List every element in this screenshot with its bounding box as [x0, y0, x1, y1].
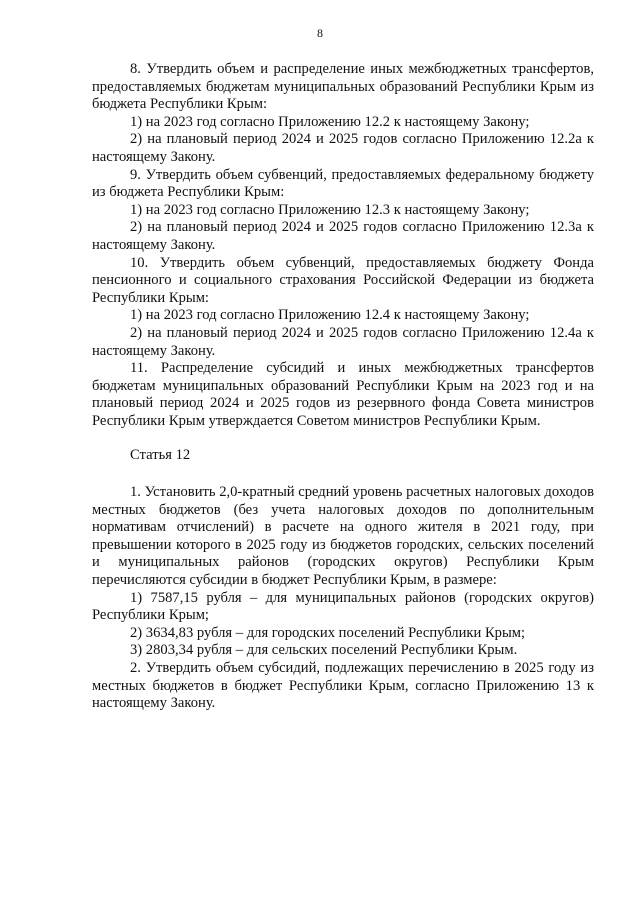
list-item: 2) на плановый период 2024 и 2025 годов согласно Приложению 12.4а к настоящему Закону.	[92, 324, 594, 359]
paragraph-10: 10. Утвердить объем субвенций, предоставляемых бюджету Фонда пенсионного и социального страхования Российской Федерации из бюджета Республики Крым:	[92, 254, 594, 306]
list-item: 3) 2803,34 рубля – для сельских поселений Республики Крым.	[130, 642, 518, 659]
document-body	[92, 61, 594, 713]
paragraph-9: 9. Утвердить объем субвенций, предоставляемых федеральному бюджету из бюджета Республики Крым:	[92, 166, 594, 201]
article-12-paragraph-2: 2. Утвердить объем субсидий, подлежащих перечислению в 2025 году из местных бюджетов в бюджет Республики Крым, согласно Приложению 13 к настоящему Закону.	[92, 660, 594, 712]
list-item: 1) на 2023 год согласно Приложению 12.4 к настоящему Закону;	[130, 307, 530, 324]
list-item: 2) 3634,83 рубля – для городских поселений Республики Крым;	[130, 624, 526, 641]
list-item: 2) на плановый период 2024 и 2025 годов согласно Приложению 12.3а к настоящему Закону.	[92, 219, 594, 253]
list-item: 2) на плановый период 2024 и 2025 годов согласно Приложению 12.2а к настоящему Закону.	[92, 131, 594, 165]
page-number: 8	[317, 26, 323, 40]
article-heading: Статья 12	[130, 447, 191, 464]
spacer	[92, 465, 594, 484]
article-12-paragraph-1: 1. Установить 2,0-кратный средний уровень расчетных налоговых доходов местных бюджетов (без учета налоговых доходов по дополнительным нормативам отчислений) в расчете на одного жителя в 2021 году, при превышении которого в 2025 году из бюджетов городских, сельских поселений и муниципальных районов (городских округов) Республики Крым перечисляются субсидии в бюджет Республики Крым, в размере:	[92, 484, 594, 589]
paragraph-11: 11. Распределение субсидий и иных межбюджетных трансфертов бюджетам муниципальных образований Республики Крым на 2023 год и на плановый период 2024 и 2025 годов из резервного фонда Совета министров Республики Крым утверждается Советом министров Республики Крым.	[92, 360, 594, 429]
list-item: 1) на 2023 год согласно Приложению 12.3 к настоящему Закону;	[130, 201, 530, 218]
list-item: 1) на 2023 год согласно Приложению 12.2 к настоящему Закону;	[130, 113, 530, 130]
spacer	[92, 430, 594, 447]
list-item: 1) 7587,15 рубля – для муниципальных районов (городских округов) Республики Крым;	[92, 589, 594, 624]
paragraph-8: 8. Утвердить объем и распределение иных межбюджетных трансфертов, предоставляемых бюджетам муниципальных образований Республики Крым из бюджета Республики Крым:	[92, 61, 594, 113]
